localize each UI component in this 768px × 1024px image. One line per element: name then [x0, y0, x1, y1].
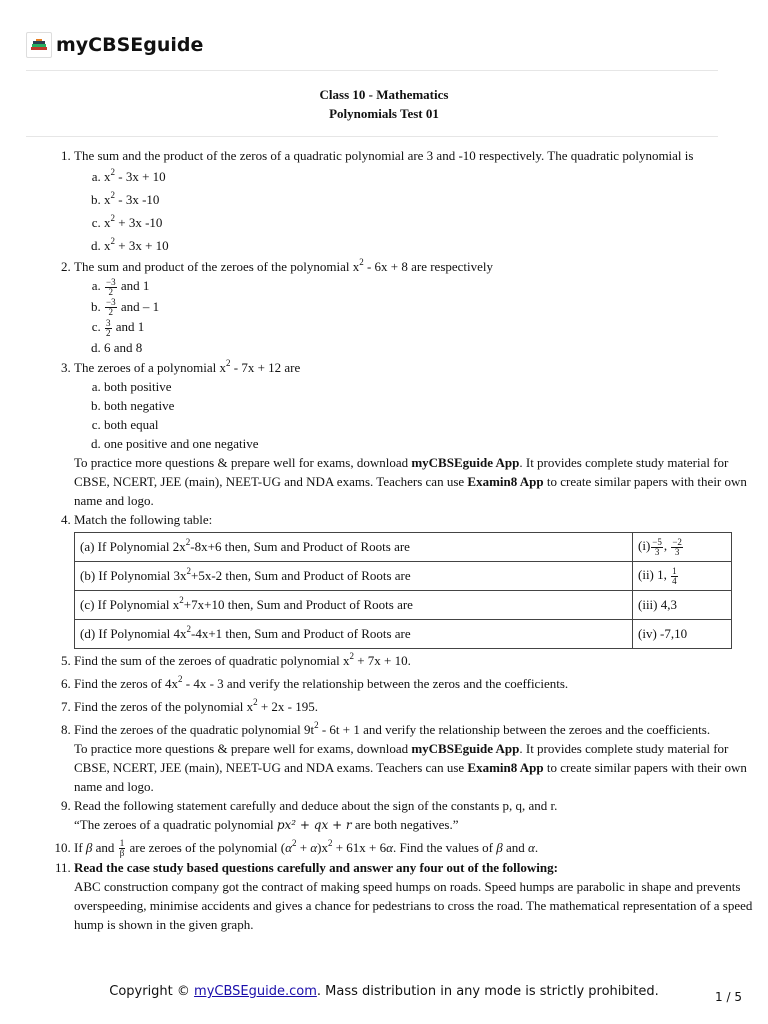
fraction: $\frac{1}{\beta}$ [119, 838, 125, 859]
question-5: 5. Find the sum of the zeroes of quadratic polynomial $x^2 + 7x + 10$. [74, 651, 764, 670]
class-title: Class 10 - Mathematics [319, 87, 449, 102]
question-8: 8. Find the zeroes of the quadratic polynomial $9t^2 - 6t + 1$ and verify the relationship between the zeroes and the coefficients. To practice more questions & prepare well for exams, download myCBSEguide App. It provides complete study material for CBSE, NCERT, JEE (main), NEET-UG and NDA exams. Teachers can use Examin8 App to create similar papers with their own name and logo. [74, 720, 764, 796]
q2-option-b: b. $\frac{-3}{2}$ and – 1 [104, 297, 764, 318]
fraction: $\frac{-2}{3}$ [672, 536, 682, 557]
q3-option-c: c. both equal [104, 415, 764, 434]
table-row: (a) If Polynomial $2x^2-8x+6$ then, Sum and Product of Roots are (i) $\frac{-5}{3}$ , $\frac{-2}{3}$ [75, 532, 732, 561]
fraction: b. $\frac{-3}{2}$ [106, 297, 116, 318]
q2-option-d: d. 6 and 8 [104, 338, 764, 358]
fraction: c. $\frac{3}{2}$ [106, 317, 111, 338]
fraction: $\frac{1}{4}$ [672, 565, 677, 586]
site-header [26, 30, 203, 60]
question-4: 4. Match the following table: (a) If Polynomial $2x^2-8x+6$ then, Sum and Product of Roots are (i) $\frac{-5}{3}$ , $\frac{-2}{3}$ (b) If Polynomial $3x^2+5x-2$ then, Sum and Product of Roots are (ii) 1, $\frac{1}{4}$ (c) If Polynomial $x^2+7x+10$ then, Sum and Product of Roots are (iii) 4,3 (d) If Polynomial $4x^2-4x+1$ then, Sum and Product of Roots are (iv) -7,10 [74, 510, 764, 649]
question-2: 2. The sum and product of the zeroes of the polynomial $x^2 - 6x + 8$ are respectively a. $\frac{-3}{2}$ and 1 b. $\frac{-3}{2}$ and – 1 c. $\frac{3}{2}$ and 1 d. 6 and 8 [74, 257, 764, 358]
question-11: 11. Read the case study based questions carefully and answer any four out of the following: ABC construction company got the contract of making speed humps on roads. Speed humps are parabolic in shape and prevents overspeeding, minimise accidents and gives a chance for pedestrians to cross the road. The mathematical representation of a speed hump is shown in the given graph. [74, 858, 764, 934]
title-divider [26, 136, 718, 137]
q3-options [74, 377, 764, 453]
test-title: Polynomials Test 01 [329, 106, 439, 121]
question-1: 1. The sum and the product of the zeros of a quadratic polynomial are 3 and -10 respectively. The quadratic polynomial is a. $x^2 - 3x + 10$ b. $x^2 - 3x$ -10 c. $x^2 + 3x$ -10 d. $x^2 + 3x + 10$ [74, 146, 764, 257]
promo-paragraph-1: To practice more questions & prepare well for exams, download myCBSEguide App. It provides complete study material for CBSE, NCERT, JEE (main), NEET-UG and NDA exams. Teachers can use Examin8 App to create similar papers with their own name and logo. [74, 454, 747, 508]
table-row: (d) If Polynomial $4x^2-4x+1$ then, Sum and Product of Roots are (iv) -7,10 [75, 619, 732, 648]
q1-option-d: d. $x^2 + 3x + 10$ [104, 234, 764, 257]
question-3: 3. The zeroes of a polynomial $x^2 - 7x + 12$ are a. both positive b. both negative c. both equal d. one positive and one negative To practice more questions & prepare well for exams, download myCBSEguide App. It provides complete study material for CBSE, NCERT, JEE (main), NEET-UG and NDA exams. Teachers can use Examin8 App to create similar papers with their own name and logo. [74, 358, 764, 510]
fraction: a. $\frac{-3}{2}$ [106, 276, 116, 297]
page-number: 1 / 5 [715, 990, 742, 1004]
copyright-link[interactable]: myCBSEguide.com [194, 984, 317, 999]
q3-option-b: b. both negative [104, 396, 764, 415]
q3-option-a: a. both positive [104, 377, 764, 396]
q2-option-a: a. $\frac{-3}{2}$ and 1 [104, 276, 764, 297]
question-list [44, 146, 764, 934]
table-row: (b) If Polynomial $3x^2+5x-2$ then, Sum and Product of Roots are (ii) 1, $\frac{1}{4}$ [75, 561, 732, 590]
question-10: 10. If β and $\frac{1}{\beta}$ are zeroes of the polynomial $(\alpha^2 + \alpha)x^2 + 61x + 6\alpha$. Find the values of β and α. [74, 838, 764, 859]
q1-option-a: a. $x^2 - 3x + 10$ [104, 165, 764, 188]
fraction: $\frac{-5}{3}$ [652, 536, 662, 557]
q2-option-c: c. $\frac{3}{2}$ and 1 [104, 317, 764, 338]
copyright-footer: Copyright © myCBSEguide.com. Mass distribution in any mode is strictly prohibited. [109, 984, 659, 999]
books-logo-icon [26, 32, 52, 58]
promo-paragraph-2: To practice more questions & prepare well for exams, download myCBSEguide App. It provides complete study material for CBSE, NCERT, JEE (main), NEET-UG and NDA exams. Teachers can use Examin8 App to create similar papers with their own name and logo. [74, 740, 747, 794]
match-table [74, 532, 732, 649]
q1-options [74, 165, 764, 257]
question-9: 9. Read the following statement carefully and deduce about the sign of the constants p, q, and r. “The zeroes of a quadratic polynomial px² + qx + r are both negatives.” [74, 796, 764, 835]
header-divider [26, 70, 718, 71]
question-7: 7. Find the zeros of the polynomial $x^2 + 2x - 195$. [74, 697, 764, 716]
table-row: (c) If Polynomial $x^2+7x+10$ then, Sum and Product of Roots are (iii) 4,3 [75, 590, 732, 619]
q1-option-c: c. $x^2 + 3x$ -10 [104, 211, 764, 234]
q2-options [74, 276, 764, 358]
q3-option-d: d. one positive and one negative [104, 434, 764, 453]
q1-option-b: b. $x^2 - 3x$ -10 [104, 188, 764, 211]
brand-name[interactable]: myCBSEguide [56, 34, 204, 56]
question-6: 6. Find the zeros of $4x^2 - 4x - 3$ and verify the relationship between the zeros and the coefficients. [74, 674, 764, 693]
